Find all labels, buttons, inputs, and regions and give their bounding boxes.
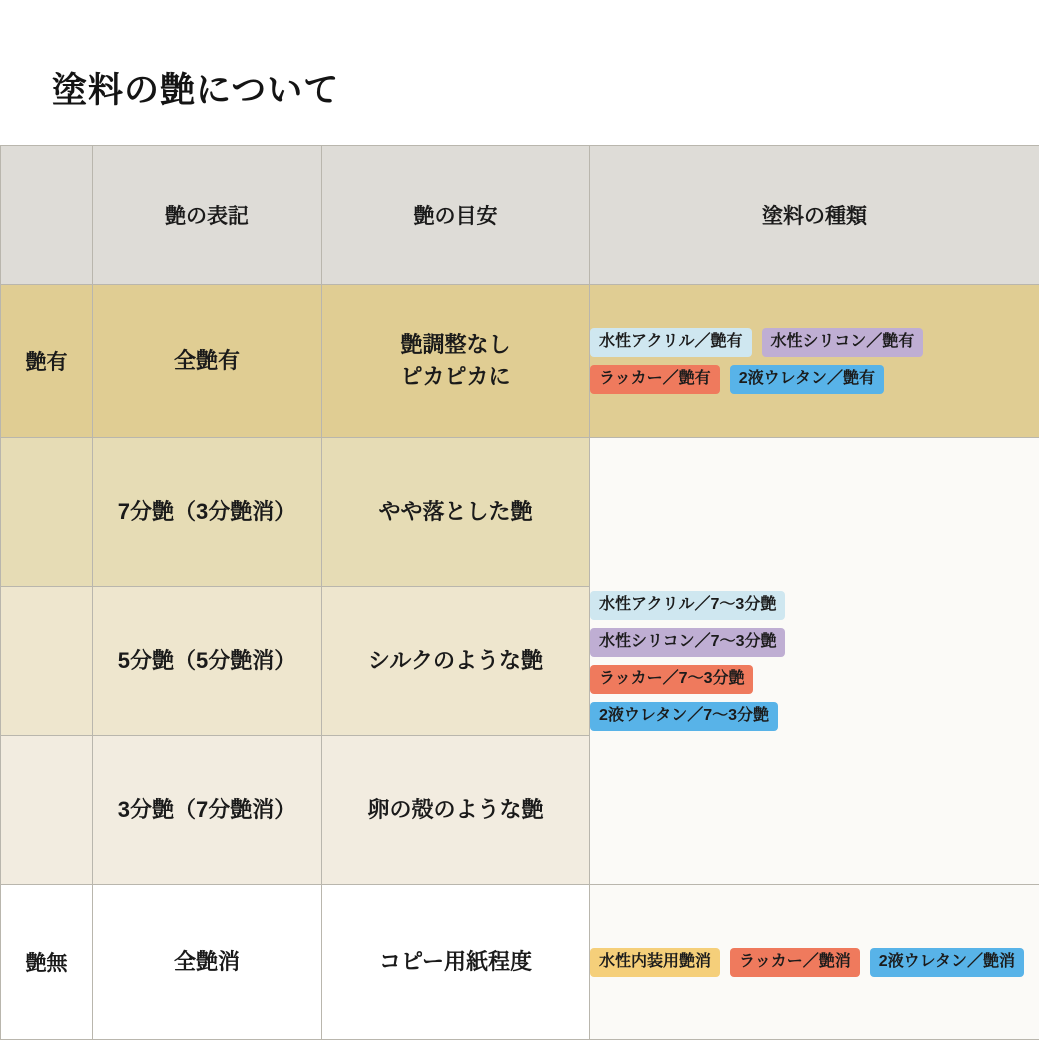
notation-cell: 5分艶（5分艶消） xyxy=(93,587,322,736)
paint-type-chip: 2液ウレタン／艶有 xyxy=(730,365,884,394)
guide-cell: コピー用紙程度 xyxy=(322,885,590,1040)
table-header-row xyxy=(1,146,1039,285)
category-cell-empty xyxy=(1,587,93,736)
category-cell-empty xyxy=(1,736,93,885)
guide-line-2: ピカピカに xyxy=(322,361,589,393)
paint-type-chip: 水性アクリル／7〜3分艶 xyxy=(590,591,785,620)
paint-type-chip-group xyxy=(590,328,1039,394)
column-header-paint-types: 塗料の種類 xyxy=(590,146,1039,285)
notation-cell: 3分艶（7分艶消） xyxy=(93,736,322,885)
paint-type-chip: 水性シリコン／艶有 xyxy=(762,328,924,357)
category-cell-matte: 艶無 xyxy=(1,885,93,1040)
table-header xyxy=(1,146,1039,285)
paint-types-cell-mid-gloss xyxy=(590,438,1039,885)
column-header-notation: 艶の表記 xyxy=(93,146,322,285)
column-header-category xyxy=(1,146,93,285)
paint-types-cell xyxy=(590,885,1039,1040)
guide-cell: やや落とした艶 xyxy=(322,438,590,587)
paint-type-chip: 2液ウレタン／艶消 xyxy=(870,948,1024,977)
page-title: 塗料の艶について xyxy=(52,63,339,113)
paint-type-chip: 2液ウレタン／7〜3分艶 xyxy=(590,702,778,731)
paint-type-chip: ラッカー／艶有 xyxy=(590,365,720,394)
table-row xyxy=(1,885,1039,1040)
gloss-reference-table xyxy=(0,145,1039,1040)
guide-cell: シルクのような艶 xyxy=(322,587,590,736)
table-body xyxy=(1,285,1039,1040)
guide-cell: 卵の殻のような艶 xyxy=(322,736,590,885)
notation-cell: 7分艶（3分艶消） xyxy=(93,438,322,587)
guide-line-1: 艶調整なし xyxy=(322,329,589,361)
table-row xyxy=(1,438,1039,587)
notation-cell: 全艶消 xyxy=(93,885,322,1040)
category-cell-empty xyxy=(1,438,93,587)
notation-cell: 全艶有 xyxy=(93,285,322,438)
column-header-guide: 艶の目安 xyxy=(322,146,590,285)
paint-type-chip-group xyxy=(590,948,1039,977)
table-row xyxy=(1,285,1039,438)
guide-cell xyxy=(322,285,590,438)
paint-type-chip: 水性内装用艶消 xyxy=(590,948,720,977)
category-cell-gloss: 艶有 xyxy=(1,285,93,438)
paint-type-chip: ラッカー／7〜3分艶 xyxy=(590,665,753,694)
paint-types-cell xyxy=(590,285,1039,438)
paint-type-chip-group xyxy=(590,591,1039,731)
paint-type-chip: 水性アクリル／艶有 xyxy=(590,328,752,357)
paint-type-chip: 水性シリコン／7〜3分艶 xyxy=(590,628,785,657)
paint-type-chip: ラッカー／艶消 xyxy=(730,948,860,977)
